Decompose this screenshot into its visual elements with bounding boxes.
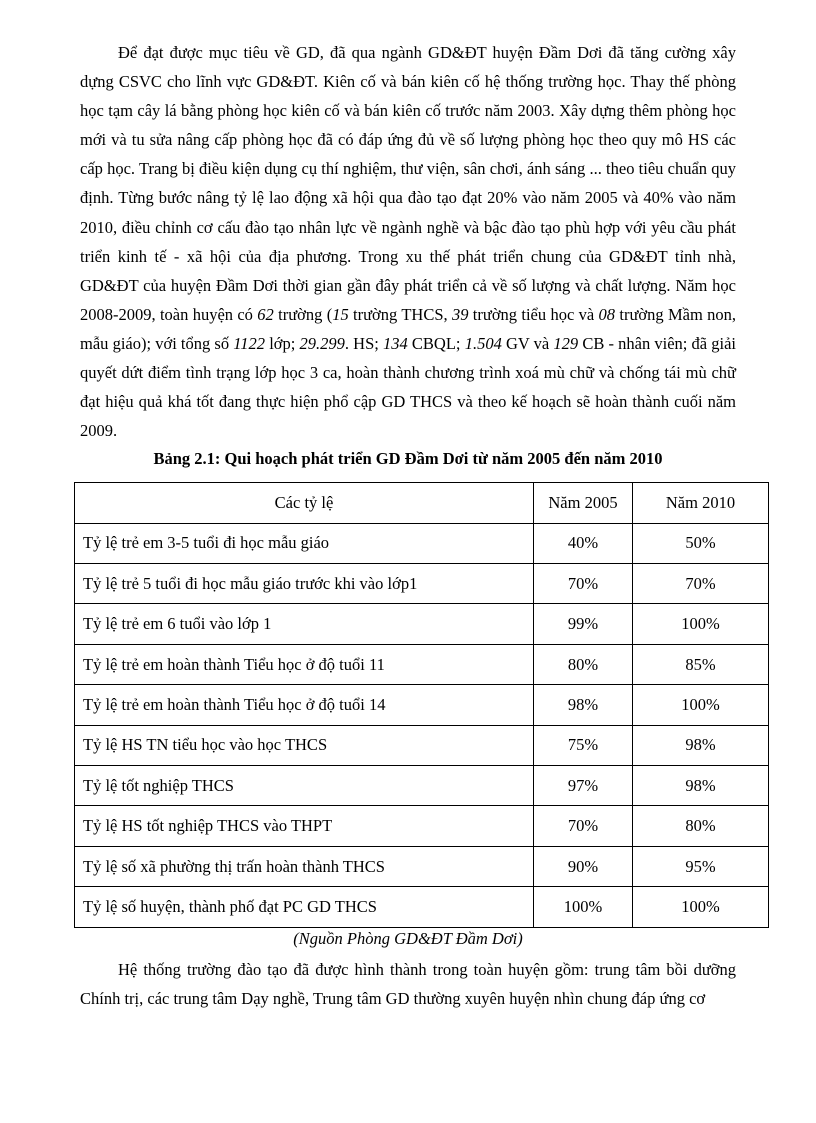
value-2010: 100% xyxy=(633,887,769,927)
text-run: Để đạt được mục tiêu về GD, đã qua ngành GD&ĐT huyện Đầm Dơi đã tăng cường xây dựng CSVC cho lĩnh vực GD&ĐT. Kiên cố và bán kiên cố hệ thống trường học. Thay thế phòng học tạm cây lá bằng phòng học kiên cố và bán kiên cố trước năm 2003. Xây dựng thêm phòng học mới và tu sửa nâng cấp phòng học đã có đáp ứng đủ về số lượng phòng học theo quy mô HS các cấp học. Trang bị điều kiện dụng cụ thí nghiệm, thư viện, sân chơi, ánh sáng ... theo tiêu chuẩn quy định. Từng bước nâng tỷ lệ lao động xã hội qua đào tạo đạt 20% vào năm 2005 và 40% vào năm 2010, điều chỉnh cơ cấu đào tạo nhân lực về ngành nghề và bậc đào tạo phù hợp với yêu cầu phát triển kinh tế - xã hội của địa phương. Trong xu thế phát triển chung của GD&ĐT tỉnh nhà, GD&ĐT của huyện Đầm Dơi thời gian gần đây phát triển cả về số lượng và chất lượng. Năm học 2008-2009, toàn huyện có xyxy=(80,43,736,324)
ratio-label: Tỷ lệ HS TN tiểu học vào học THCS xyxy=(75,725,534,765)
value-2005: 97% xyxy=(534,766,633,806)
text-run: trường Mầm non, mẫu giáo); với tổng số xyxy=(80,304,737,353)
table-row xyxy=(75,685,769,725)
value-2005: 99% xyxy=(534,604,633,644)
ratio-label: Tỷ lệ số huyện, thành phố đạt PC GD THCS xyxy=(75,887,534,927)
value-2005: 70% xyxy=(534,564,633,604)
italic-figure: 62 xyxy=(257,304,274,324)
value-2005: 100% xyxy=(534,887,633,927)
italic-figure: 08 xyxy=(598,304,616,324)
ratio-label: Tỷ lệ trẻ em 6 tuổi vào lớp 1 xyxy=(75,604,534,644)
value-2010: 70% xyxy=(633,564,769,604)
table-source: (Nguồn Phòng GD&ĐT Đầm Dơi) xyxy=(293,928,523,948)
ratio-label: Tỷ lệ trẻ em 3-5 tuổi đi học mẫu giáo xyxy=(75,523,534,563)
ratio-label: Tỷ lệ HS tốt nghiệp THCS vào THPT xyxy=(75,806,534,846)
ratio-label: Tỷ lệ trẻ 5 tuổi đi học mẫu giáo trước khi vào lớp1 xyxy=(75,564,534,604)
italic-figure: 129 xyxy=(553,333,579,353)
ratio-label: Tỷ lệ trẻ em hoàn thành Tiểu học ở độ tuổi 14 xyxy=(75,685,534,725)
header-year-2010: Năm 2010 xyxy=(633,483,769,523)
italic-figure: 29.299 xyxy=(299,333,345,353)
ratio-label: Tỷ lệ tốt nghiệp THCS xyxy=(75,766,534,806)
italic-figure: 1122 xyxy=(233,333,266,353)
text-run: trường tiểu học và xyxy=(468,304,599,324)
intro-paragraph xyxy=(80,38,736,445)
table-row xyxy=(75,806,769,846)
table-row xyxy=(75,644,769,684)
table-row xyxy=(75,725,769,765)
text-run: trường THCS, xyxy=(348,304,452,324)
value-2005: 98% xyxy=(534,685,633,725)
value-2010: 85% xyxy=(633,644,769,684)
value-2010: 98% xyxy=(633,766,769,806)
italic-figure: 134 xyxy=(383,333,408,353)
table-caption: Bảng 2.1: Qui hoạch phát triển GD Đầm Dơi từ năm 2005 đến năm 2010 xyxy=(153,449,663,469)
ratio-label: Tỷ lệ trẻ em hoàn thành Tiểu học ở độ tuổi 11 xyxy=(75,644,534,684)
table-row xyxy=(75,846,769,886)
italic-figure: 1.504 xyxy=(464,333,502,353)
table-row xyxy=(75,604,769,644)
text-run: CB - nhân viên; đã giải quyết dứt điểm tình trạng lớp học 3 ca, hoàn thành chương trình xoá mù chữ và chống tái mù chữ đạt hiệu quả khá tốt đang thực hiện phổ cập GD THCS và theo kế hoạch sẽ hoàn thành cuối năm 2009. xyxy=(80,333,736,441)
text-run: . HS; xyxy=(344,333,384,353)
value-2005: 80% xyxy=(534,644,633,684)
development-plan-table xyxy=(74,482,769,927)
header-year-2005: Năm 2005 xyxy=(534,483,633,523)
table-row xyxy=(75,564,769,604)
table-row xyxy=(75,766,769,806)
value-2005: 40% xyxy=(534,523,633,563)
text-run: trường ( xyxy=(273,304,333,324)
text-run: lớp; xyxy=(265,333,300,353)
text-run: CBQL; xyxy=(407,333,465,353)
value-2005: 70% xyxy=(534,806,633,846)
value-2010: 98% xyxy=(633,725,769,765)
value-2010: 80% xyxy=(633,806,769,846)
italic-figure: 39 xyxy=(451,304,469,324)
value-2005: 75% xyxy=(534,725,633,765)
italic-figure: 15 xyxy=(332,304,349,324)
table-header-row xyxy=(75,483,769,523)
table-row xyxy=(75,887,769,927)
value-2010: 100% xyxy=(633,685,769,725)
document-page xyxy=(80,38,736,1013)
value-2010: 100% xyxy=(633,604,769,644)
value-2010: 50% xyxy=(633,523,769,563)
value-2005: 90% xyxy=(534,846,633,886)
ratio-label: Tỷ lệ số xã phường thị trấn hoàn thành THCS xyxy=(75,846,534,886)
text-run: GV và xyxy=(501,333,554,353)
closing-paragraph: Hệ thống trường đào tạo đã được hình thành trong toàn huyện gồm: trung tâm bồi dưỡng Chính trị, các trung tâm Dạy nghề, Trung tâm GD thường xuyên huyện nhìn chung đáp ứng cơ xyxy=(80,959,736,1008)
table-row xyxy=(75,523,769,563)
value-2010: 95% xyxy=(633,846,769,886)
header-ratio: Các tỷ lệ xyxy=(75,483,534,523)
